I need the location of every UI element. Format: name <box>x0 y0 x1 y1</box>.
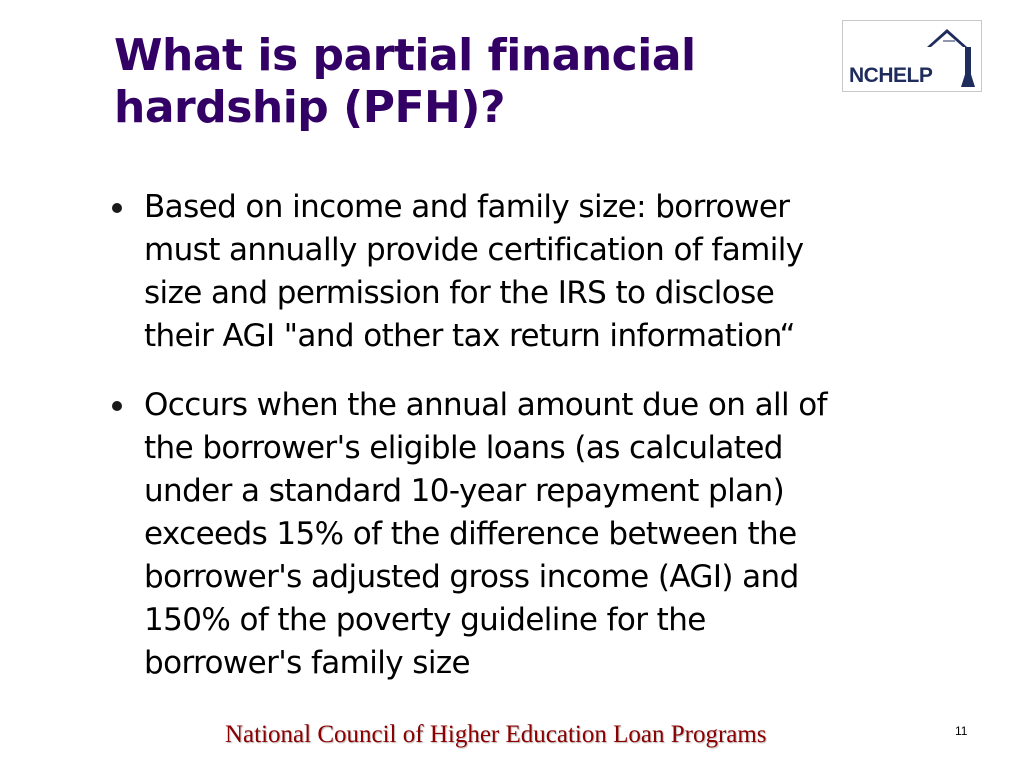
bullet-line: Occurs when the annual amount due on all of <box>144 387 827 423</box>
bullet-line: their AGI "and other tax return information“ <box>144 318 795 354</box>
bullet-line: under a standard 10-year repayment plan) <box>144 473 785 509</box>
bullet-line: Based on income and family size: borrower <box>144 189 790 225</box>
title-line-1: What is partial financial <box>114 30 696 81</box>
bullet-line: borrower's adjusted gross income (AGI) and <box>144 559 799 595</box>
bullet-item <box>104 186 964 358</box>
nchelp-logo <box>842 20 982 92</box>
bullet-dot-icon <box>112 401 122 411</box>
bullet-line: must annually provide certification of family <box>144 232 804 268</box>
bullet-line: the borrower's eligible loans (as calculated <box>144 430 783 466</box>
bullet-line: exceeds 15% of the difference between the <box>144 516 797 552</box>
page-number: 11 <box>955 724 968 738</box>
bullet-line: size and permission for the IRS to disclose <box>144 275 775 311</box>
footer-organization: National Council of Higher Education Loan Programs <box>225 721 767 748</box>
bullet-item <box>104 384 964 685</box>
bullet-list <box>104 186 964 711</box>
title-line-2: hardship (PFH)? <box>114 82 505 133</box>
bullet-dot-icon <box>112 203 122 213</box>
bullet-line: 150% of the poverty guideline for the <box>144 602 706 638</box>
logo-text: NCHELP <box>849 64 933 87</box>
slide-title <box>114 30 814 134</box>
bullet-line: borrower's family size <box>144 645 471 681</box>
